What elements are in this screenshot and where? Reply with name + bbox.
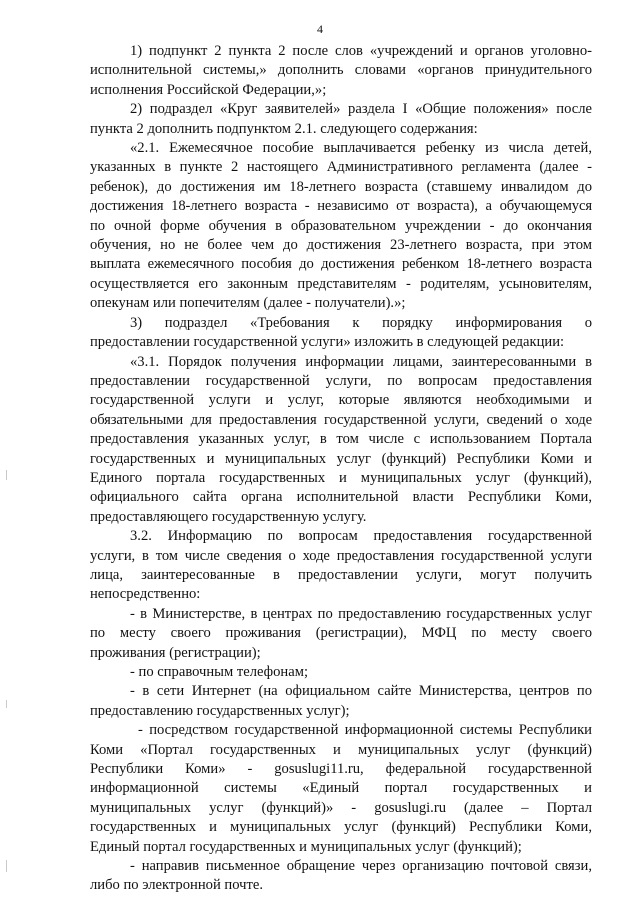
text-line: ребенок), до достижения им 18-летнего возраста (ставшему инвалидом до <box>90 178 592 195</box>
text-line: обучения, но не более чем до достижения 23-летнего возраста, при этом <box>90 237 592 254</box>
text-line: пункта 2 дополнить подпунктом 2.1. следующего содержания: <box>90 120 478 137</box>
list-item-phones <box>90 663 592 682</box>
text-line: «3.1. Порядок получения информации лицами, заинтересованными в <box>130 353 592 370</box>
text-line: лица, заинтересованные в предоставлении услуги, могут получить <box>90 566 592 583</box>
text-line: предоставляющего государственную услугу. <box>90 508 367 525</box>
text-line: проживания (регистрации); <box>90 644 261 661</box>
text-line: по месту своего проживания (регистрации), МФЦ по месту своего <box>90 625 592 642</box>
document-body <box>90 42 592 896</box>
paragraph-2-1 <box>90 139 592 314</box>
list-item-ministry <box>90 605 592 663</box>
text-line: обязательными для предоставления государственной услуги, сведений о ходе <box>90 411 592 428</box>
paragraph-item-2 <box>90 100 592 139</box>
text-line: муниципальных услуг (функций)» - gosuslugi.ru (далее – Портал <box>90 799 592 816</box>
scan-margin-mark <box>6 860 7 872</box>
paragraph-3-2 <box>90 527 592 605</box>
text-line: достижения 18-летнего возраста - независимо от возраста), а обучающемуся <box>90 198 592 215</box>
text-line: указанных в пункте 2 настоящего Административного регламента (далее - <box>90 159 592 176</box>
text-line: 3) подраздел «Требования к порядку информирования о <box>130 314 592 331</box>
text-line: предоставлении государственной услуги» изложить в следующей редакции: <box>90 334 565 351</box>
text-line: выплата ежемесячного пособия до достижения ребенком 18-летнего возраста <box>90 256 592 273</box>
text-line: осуществляется его законным представителям - родителям, усыновителям, <box>90 275 592 292</box>
list-item-written-request <box>90 857 592 896</box>
text-line: Единого портала государственных и муниципальных услуг (функций), <box>90 469 592 486</box>
text-line: предоставлении государственной услуги, по вопросам предоставления <box>90 372 592 389</box>
list-item-internet <box>90 682 592 721</box>
text-line: исполнения Российской Федерации,»; <box>90 81 327 98</box>
text-line: Единый портал государственных и муниципальных услуг (функций); <box>90 838 522 855</box>
scan-margin-mark <box>6 700 7 708</box>
text-line: - по справочным телефонам; <box>130 664 308 680</box>
text-line: опекунам или попечителям (далее - получатели).»; <box>90 295 406 312</box>
text-line: официального сайта органа исполнительной власти Республики Коми, <box>90 489 592 506</box>
paragraph-item-1 <box>90 42 592 100</box>
scan-margin-mark <box>6 470 7 480</box>
text-line: информационной системы «Единый портал государственных и <box>90 780 592 797</box>
text-line: 2) подраздел «Круг заявителей» раздела I «Общие положения» после <box>130 101 592 118</box>
text-line: «2.1. Ежемесячное пособие выплачивается ребенку из числа детей, <box>130 140 592 157</box>
text-line: 1) подпункт 2 пункта 2 после слов «учреждений и органов уголовно- <box>130 43 592 59</box>
text-line: предоставления указанных услуг, в том числе с использованием Портала <box>90 431 592 448</box>
text-line: государственной услуги и услуг, которые являются необходимыми и <box>90 392 592 409</box>
text-line: услуги, в том числе сведения о ходе предоставления государственной услуги <box>90 547 592 564</box>
text-line: исполнительной системы,» дополнить словами «органов принудительного <box>90 62 592 79</box>
text-line: - в сети Интернет (на официальном сайте Министерства, центров по <box>130 683 592 700</box>
text-line: либо по электронной почте. <box>90 877 263 894</box>
text-line: непосредственно: <box>90 586 201 603</box>
text-line: 3.2. Информацию по вопросам предоставления государственной <box>130 528 592 545</box>
text-line: - в Министерстве, в центрах по предоставлению государственных услуг <box>130 605 592 622</box>
paragraph-3-1 <box>90 353 592 528</box>
text-line: предоставлению государственных услуг); <box>90 702 350 719</box>
paragraph-item-3 <box>90 314 592 353</box>
text-line: государственных и муниципальных услуг (функций) Республики Коми, <box>90 819 592 836</box>
list-item-portals <box>90 721 592 857</box>
text-line: Коми «Портал государственных и муниципальных услуг (функций) <box>90 741 592 758</box>
text-line: по очной форме обучения в образовательном учреждении - до окончания <box>90 217 592 234</box>
text-line: Республики Коми» - gosuslugi11.ru, федеральной государственной <box>90 761 592 778</box>
text-line: - посредством государственной информационной системы Республики <box>138 722 592 739</box>
text-line: - направив письменное обращение через организацию почтовой связи, <box>130 858 592 875</box>
page-number: 4 <box>317 22 323 36</box>
text-line: государственных и муниципальных услуг (функций) Республики Коми и <box>90 450 592 467</box>
